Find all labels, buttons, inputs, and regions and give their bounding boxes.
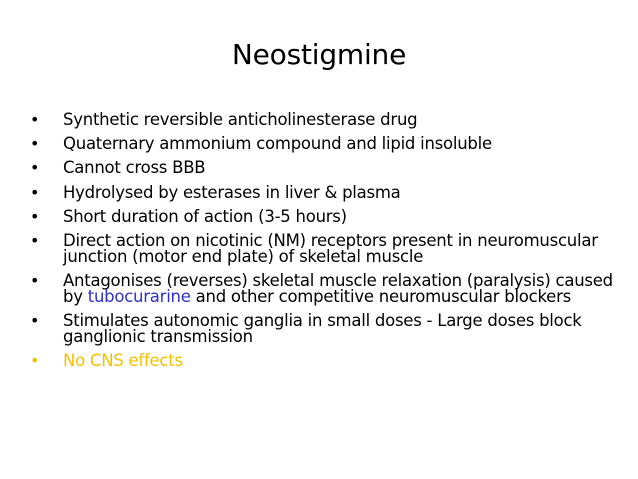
bullet-item-highlighted (30, 350, 630, 370)
bullet-text: Hydrolysed by esterases in liver & plasma (63, 182, 401, 202)
bullet-item (30, 270, 630, 306)
bullet-dot: • (30, 158, 40, 178)
bullet-dot: • (30, 270, 40, 290)
bullet-text: Quaternary ammonium compound and lipid insoluble (63, 134, 492, 154)
bullet-item (30, 182, 630, 202)
bullet-text: Synthetic reversible anticholinesterase drug (63, 110, 418, 129)
bullet-item (30, 112, 630, 128)
bullet-text (63, 271, 613, 306)
bullet-text: Short duration of action (3-5 hours) (63, 206, 347, 226)
bullet-item (30, 233, 630, 264)
bullet-dot: • (30, 182, 40, 202)
bullet-dot: • (30, 231, 40, 251)
bullet-dot: • (30, 110, 40, 129)
bullet-item (30, 136, 630, 152)
bullet-text-part: Antagonises (reverses) skeletal muscle relaxation (paralysis) caused by (63, 270, 613, 306)
bullet-item (30, 206, 630, 226)
highlighted-term: tubocurarine (87, 286, 191, 306)
bullet-text: No CNS effects (63, 350, 183, 370)
bullet-dot: • (30, 350, 40, 370)
bullet-text: Cannot cross BBB (63, 158, 206, 178)
bullet-text: Direct action on nicotinic (NM) receptors present in neuromuscular junction (motor end plate) of skeletal muscle (63, 231, 598, 266)
bullet-item (30, 310, 630, 346)
bullet-text: Stimulates autonomic ganglia in small doses - Large doses block ganglionic transmission (63, 310, 582, 346)
slide-title: Neostigmine (231, 38, 407, 71)
bullet-dot: • (30, 206, 40, 226)
bullet-item (30, 160, 630, 176)
bullet-dot: • (30, 310, 40, 330)
bullet-list (30, 112, 630, 377)
bullet-text-part: and other competitive neuromuscular blockers (190, 286, 571, 306)
bullet-dot: • (30, 134, 40, 154)
